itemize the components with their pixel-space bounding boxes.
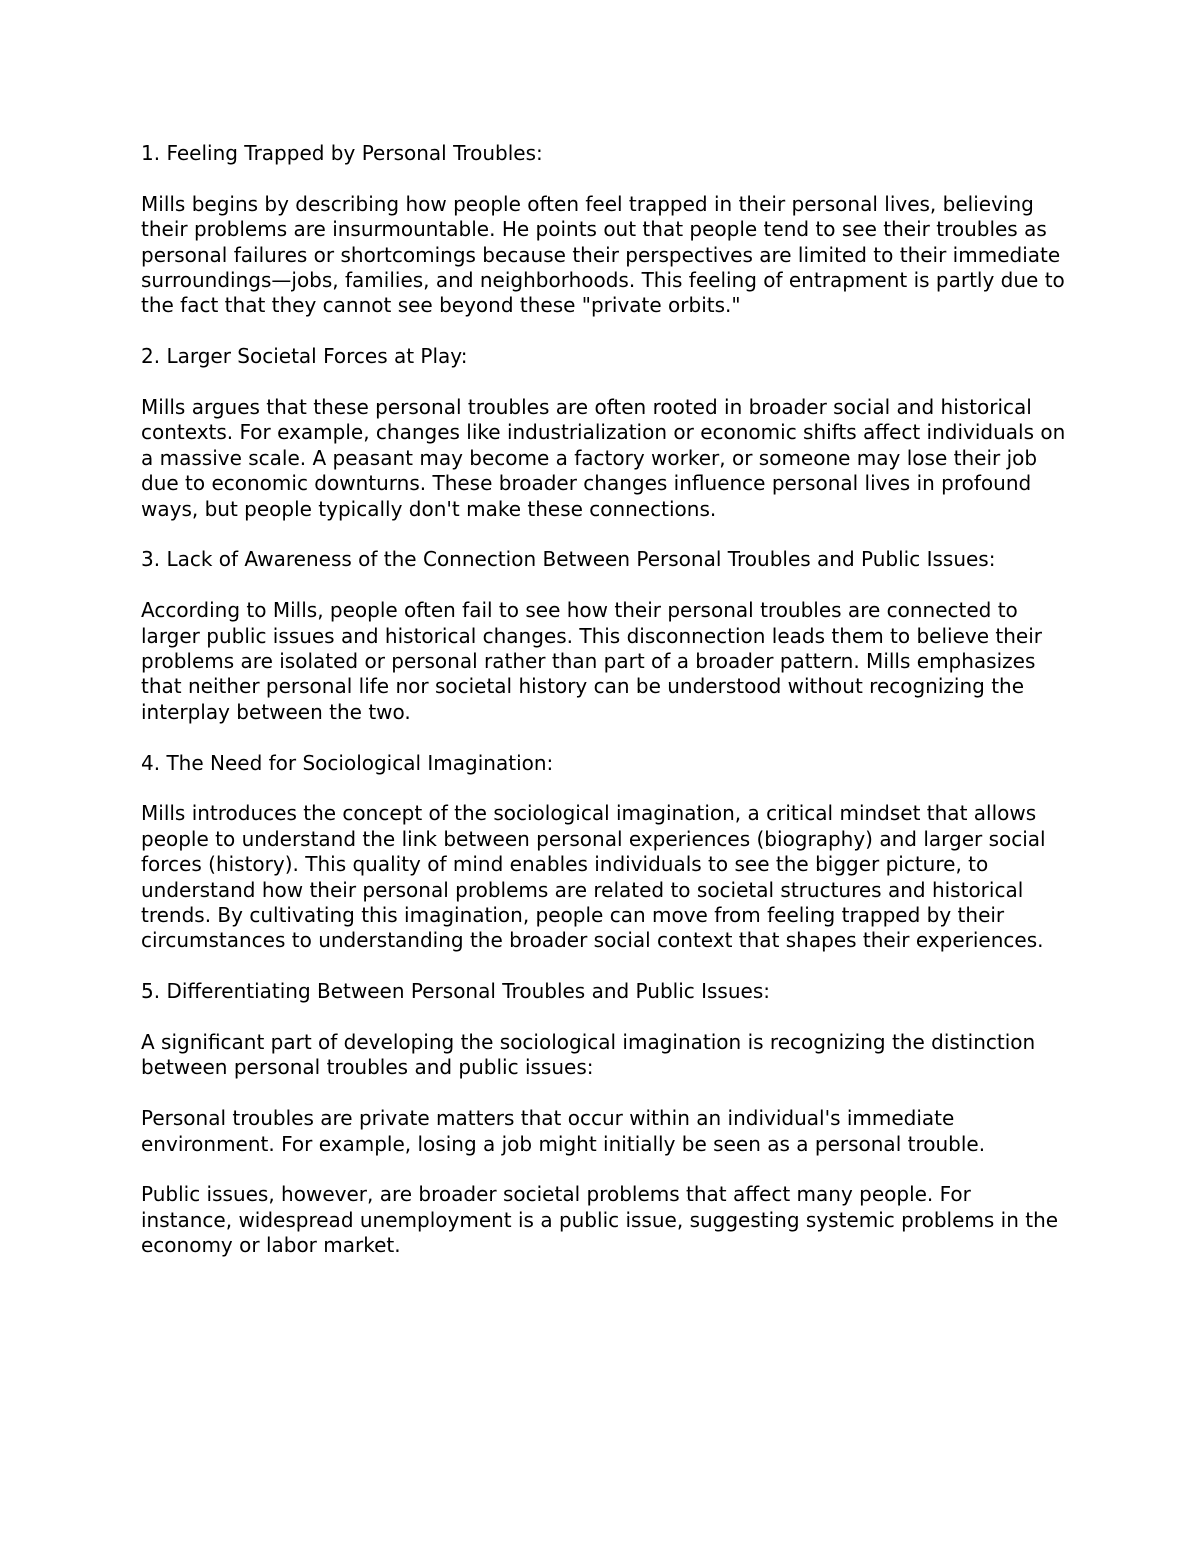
section-5 xyxy=(141,979,1066,1258)
document-page xyxy=(141,141,1066,1259)
section-3 xyxy=(141,547,1066,750)
section-paragraph: Personal troubles are private matters that occur within an individual's immediate environment. For example, losing a job might initially be seen as a personal trouble. xyxy=(141,1106,986,1156)
section-paragraph: Mills begins by describing how people often feel trapped in their personal lives, believing their problems are insurmountable. He points out that people tend to see their troubles as personal failures or shortcomings because their perspectives are limited to their immediate surroundings—jobs, families, and neighborhoods. This feeling of entrapment is partly due to the fact that they cannot see beyond these "private orbits." xyxy=(141,191,1065,318)
section-4 xyxy=(141,751,1066,980)
section-paragraph: According to Mills, people often fail to see how their personal troubles are connected to larger public issues and historical changes. This disconnection leads them to believe their problems are isolated or personal rather than part of a broader pattern. Mills emphasizes that neither personal life nor societal history can be understood without recognizing the interplay between the two. xyxy=(141,598,1043,724)
section-heading: 5. Differentiating Between Personal Troubles and Public Issues: xyxy=(141,979,770,1004)
section-heading: 1. Feeling Trapped by Personal Troubles: xyxy=(141,141,543,165)
section-heading: 2. Larger Societal Forces at Play: xyxy=(141,344,468,369)
section-paragraph: Public issues, however, are broader societal problems that affect many people. For instance, widespread unemployment is a public issue, suggesting systemic problems in the economy or labor market. xyxy=(141,1182,1059,1258)
section-paragraph: Mills introduces the concept of the sociological imagination, a critical mindset that allows people to understand the link between personal experiences (biography) and larger social forces (history). This quality of mind enables individuals to see the bigger picture, to understand how their personal problems are related to societal structures and historical trends. By cultivating this imagination, people can move from feeling trapped by their circumstances to understanding the broader social context that shapes their experiences. xyxy=(141,801,1046,953)
section-heading: 3. Lack of Awareness of the Connection Between Personal Troubles and Public Issues: xyxy=(141,547,996,572)
section-paragraph: Mills argues that these personal troubles are often rooted in broader social and historical contexts. For example, changes like industrialization or economic shifts affect individuals on a massive scale. A peasant may become a factory worker, or someone may lose their job due to economic downturns. These broader changes influence personal lives in profound ways, but people typically don't make these connections. xyxy=(141,395,1066,521)
section-2 xyxy=(141,344,1066,547)
section-heading: 4. The Need for Sociological Imagination: xyxy=(141,750,554,775)
section-1 xyxy=(141,141,1066,344)
section-paragraph: A significant part of developing the sociological imagination is recognizing the distinction between personal troubles and public issues: xyxy=(141,1030,1036,1080)
